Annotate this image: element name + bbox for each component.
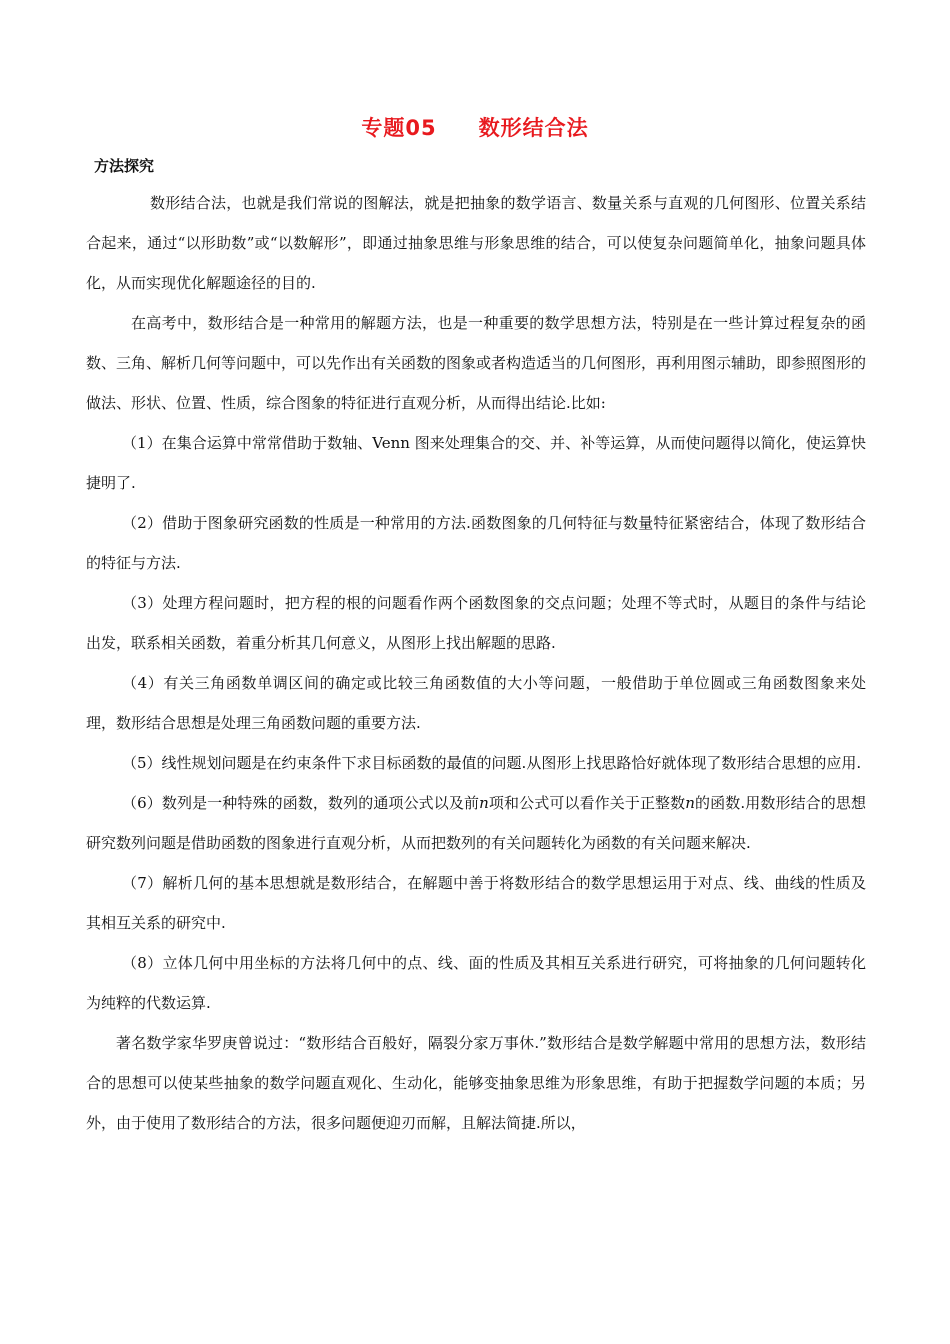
list-item-8: （8）立体几何中用坐标的方法将几何中的点、线、面的性质及其相互关系进行研究，可将抽象的几何问题转化为纯粹的代数运算. bbox=[86, 954, 866, 1012]
list-item-5: （5）线性规划问题是在约束条件下求目标函数的最值的问题.从图形上找思路恰好就体现了数形结合思想的应用. bbox=[122, 754, 862, 772]
list-item-1: （1）在集合运算中常常借助于数轴、Venn 图来处理集合的交、并、补等运算，从而使问题得以简化，使运算快捷明了. bbox=[86, 434, 866, 492]
list-item-6 bbox=[86, 783, 866, 863]
list-item-7: （7）解析几何的基本思想就是数形结合，在解题中善于将数形结合的数学思想运用于对点、线、曲线的性质及其相互关系的研究中. bbox=[86, 874, 866, 932]
paragraph-intro: 数形结合法，也就是我们常说的图解法，就是把抽象的数学语言、数量关系与直观的几何图形、位置关系结合起来，通过“以形助数”或“以数解形”，即通过抽象思维与形象思维的结合，可以使复杂问题简单化，抽象问题具体化，从而实现优化解题途径的目的. bbox=[86, 194, 866, 292]
paragraph-famous-quote: 著名数学家华罗庚曾说过：“数形结合百般好，隔裂分家万事休.”数形结合是数学解题中常用的思想方法，数形结合的思想可以使某些抽象的数学问题直观化、生动化，能够变抽象思维为形象思维，有助于把握数学问题的本质；另外，由于使用了数形结合的方法，很多问题便迎刃而解，且解法简捷.所以， bbox=[86, 1034, 866, 1132]
math-variable-n: n bbox=[685, 794, 695, 812]
list-item-2: （2）借助于图象研究函数的性质是一种常用的方法.函数图象的几何特征与数量特征紧密结合，体现了数形结合的特征与方法. bbox=[86, 514, 866, 572]
page-title bbox=[0, 112, 950, 142]
list-item-4: （4）有关三角函数单调区间的确定或比较三角函数值的大小等问题，一般借助于单位圆或三角函数图象来处理，数形结合思想是处理三角函数问题的重要方法. bbox=[86, 674, 866, 732]
title-number: 专题05 bbox=[361, 116, 437, 140]
paragraph-gaokao: 在高考中，数形结合是一种常用的解题方法，也是一种重要的数学思想方法，特别是在一些计算过程复杂的函数、三角、解析几何等问题中，可以先作出有关函数的图象或者构造适当的几何图形，再利用图示辅助，即参照图形的做法、形状、位置、性质，综合图象的特征进行直观分析，从而得出结论.比如: bbox=[86, 314, 867, 412]
item6-part-c: 的函数.用数形结合的思想研究数列问题是借助函数的图象进行直观分析，从而把数列的有关问题转化为函数的有关问题来解决. bbox=[86, 794, 866, 852]
math-variable-n: n bbox=[479, 794, 489, 812]
item6-part-b: 项和公式可以看作关于正整数 bbox=[488, 794, 686, 812]
list-item-3: （3）处理方程问题时，把方程的根的问题看作两个函数图象的交点问题；处理不等式时，从题目的条件与结论出发，联系相关函数，着重分析其几何意义，从图形上找出解题的思路. bbox=[86, 594, 866, 652]
document-body bbox=[86, 183, 866, 1143]
title-text: 数形结合法 bbox=[478, 116, 589, 140]
item6-part-a: （6）数列是一种特殊的函数，数列的通项公式以及前 bbox=[122, 794, 480, 812]
section-heading: 方法探究 bbox=[94, 157, 155, 175]
